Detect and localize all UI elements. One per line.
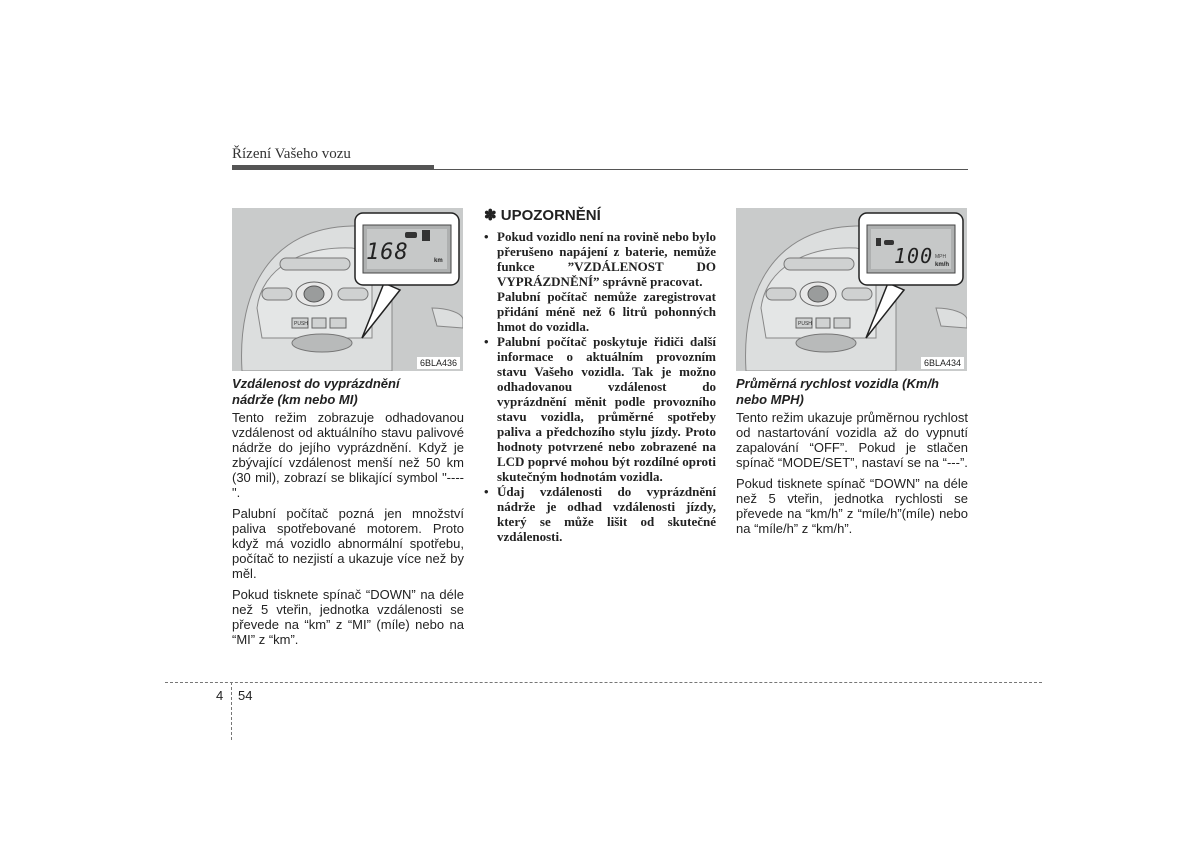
header-bar [232, 165, 434, 170]
warning-title: ✽ UPOZORNĚNÍ [484, 207, 601, 224]
warning-item [484, 484, 716, 544]
lcd-unit-alt: MPH [935, 254, 947, 260]
left-column-text [232, 410, 464, 653]
warning-item [484, 334, 716, 484]
footer-divider [231, 682, 232, 740]
warning-item-text: Údaj vzdálenosti do vyprázdnění nádrže je odhad vzdálenosti jízdy, který se může lišit od skutečné vzdálenosti. [497, 484, 716, 544]
header-rule [434, 169, 968, 170]
page-number: 54 [238, 688, 253, 703]
figure-average-speed [736, 208, 967, 371]
push-label: PUSH [294, 321, 308, 327]
right-column-text [736, 410, 968, 542]
paragraph: Palubní počítač pozná jen množství paliva spotřebované motorem. Proto když má vozidlo abnormální spotřebu, počítač to nezjistí a ukazuje více než by měl. [232, 506, 464, 581]
caption-average-speed: Průměrná rychlost vozidla (Km/h nebo MPH) [736, 376, 939, 407]
footer-rule [165, 682, 1042, 683]
page-header-title: Řízení Vašeho vozu [232, 146, 351, 162]
caption-distance-to-empty: Vzdálenost do vyprázdnění nádrže (km nebo MI) [232, 376, 400, 407]
warning-item [484, 229, 716, 334]
paragraph: Pokud tisknete spínač “DOWN” na déle než 5 vteřin, jednotka rychlosti se převede na “km/h” z “míle/h”(míle) nebo na “míle/h” z “km/h”. [736, 476, 968, 536]
warning-item-text: Palubní počítač poskytuje řidiči další informace o aktuálním provozním stavu Vašeho vozidla. Tak je možno odhadovanou vzdálenost do vyprázdnění měnit podle provozního stavu vozidla, průměrné spotřeby paliva a předchozího stylu jízdy. Proto hodnoty potvrzené nebo zobrazené na LCD poprvé mohou být rozdílné oproti skutečným hodnotám vozidla. [497, 334, 716, 484]
push-label: PUSH [798, 321, 812, 327]
figure-distance-to-empty [232, 208, 463, 371]
lcd-readout: 100 [894, 244, 934, 268]
lcd-unit: km/h [935, 262, 950, 268]
chapter-number: 4 [216, 688, 224, 703]
warning-item-subtext: Palubní počítač nemůže zaregistrovat přidání méně než 6 litrů pohonných hmot do vozidla. [497, 289, 716, 334]
warning-item-text: Pokud vozidlo není na rovině nebo bylo přerušeno napájení z baterie, nemůže funkce ”VZDÁLENOST DO VYPRÁZDNĚNÍ” správně pracovat. [497, 229, 716, 289]
warning-list [484, 229, 716, 544]
lcd-unit: km [434, 258, 443, 264]
paragraph: Pokud tisknete spínač “DOWN” na déle než 5 vteřin, jednotka vzdálenosti se převede na “km” z “MI” (míle) nebo na “MI” z “km”. [232, 587, 464, 647]
figure-code: 6BLA436 [417, 357, 460, 369]
lcd-readout: 168 [366, 240, 409, 265]
paragraph: Tento režim zobrazuje odhadovanou vzdálenost od aktuálního stavu palivové nádrže do jejího vyprázdnění. Když je zbývající vzdálenost menší než 50 km (30 mil), zobrazí se blikající symbol "----". [232, 410, 464, 500]
console-illustration [736, 208, 967, 371]
figure-code: 6BLA434 [921, 357, 964, 369]
paragraph: Tento režim ukazuje průměrnou rychlost od nastartování vozidla až do vypnutí zapalování “OFF”. Pokud je stlačen spínač “MODE/SET”, nastaví se na “---”. [736, 410, 968, 470]
console-illustration [232, 208, 463, 371]
